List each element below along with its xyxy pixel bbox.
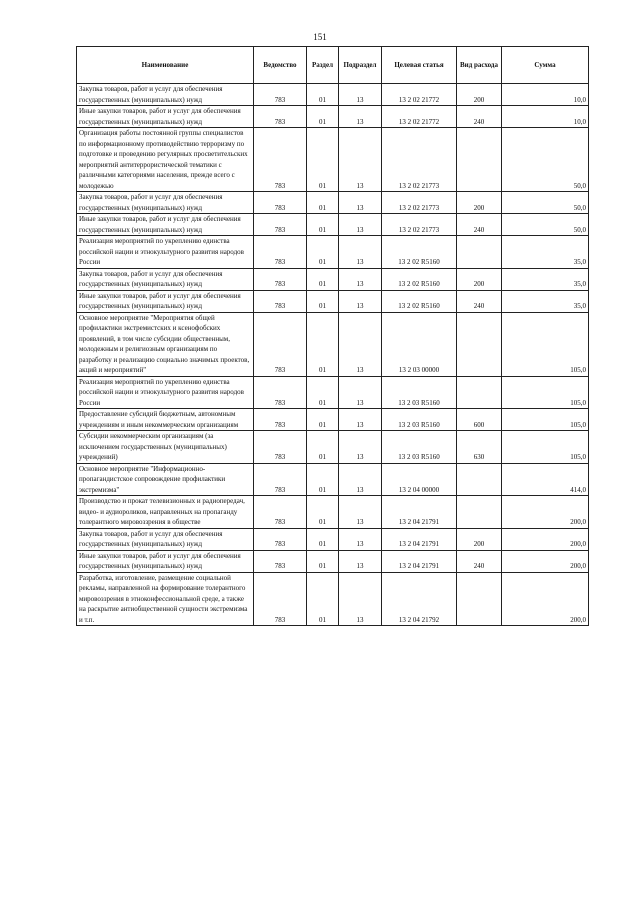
cell-subsection: 13 (339, 192, 382, 214)
col-header-section: Раздел (307, 47, 339, 84)
cell-target: 13 2 02 R5160 (382, 290, 457, 312)
cell-expense-type: 200 (457, 268, 502, 290)
cell-sum: 35,0 (502, 236, 589, 269)
cell-sum: 200,0 (502, 528, 589, 550)
cell-target: 13 2 02 21772 (382, 84, 457, 106)
cell-dept: 783 (254, 192, 307, 214)
cell-subsection: 13 (339, 528, 382, 550)
cell-section: 01 (307, 550, 339, 572)
cell-section: 01 (307, 214, 339, 236)
cell-expense-type (457, 376, 502, 409)
cell-section: 01 (307, 128, 339, 192)
cell-expense-type: 240 (457, 106, 502, 128)
cell-target: 13 2 02 21772 (382, 106, 457, 128)
cell-dept: 783 (254, 236, 307, 269)
col-header-dept: Ведомство (254, 47, 307, 84)
cell-expense-type: 630 (457, 431, 502, 464)
cell-name: Иные закупки товаров, работ и услуг для обеспечения государственных (муниципальных) нужд (77, 214, 254, 236)
cell-name: Разработка, изготовление, размещение социальной рекламы, направленной на формирование толерантного мировоззрения в этноконфессиональной среде, а также на раскрытие антиобщественной сущности экстремизма и т.п. (77, 572, 254, 626)
cell-dept: 783 (254, 528, 307, 550)
cell-expense-type (457, 128, 502, 192)
cell-target: 13 2 04 00000 (382, 463, 457, 496)
cell-sum: 35,0 (502, 268, 589, 290)
cell-expense-type: 200 (457, 84, 502, 106)
cell-expense-type: 240 (457, 290, 502, 312)
cell-subsection: 13 (339, 409, 382, 431)
cell-name: Закупка товаров, работ и услуг для обеспечения государственных (муниципальных) нужд (77, 192, 254, 214)
cell-subsection: 13 (339, 312, 382, 376)
table-row (77, 550, 589, 572)
cell-expense-type: 240 (457, 550, 502, 572)
table-row (77, 236, 589, 269)
table-row (77, 376, 589, 409)
col-header-name: Наименование (77, 47, 254, 84)
cell-name: Основное мероприятие "Мероприятия общей профилактики экстремистских и ксенофобских проявлений, в том числе субсидии общественным, молодежным и религиозным организациям по разработку и реализацию социально значимых проектов, акций и мероприятий" (77, 312, 254, 376)
cell-section: 01 (307, 84, 339, 106)
table-row (77, 214, 589, 236)
cell-subsection: 13 (339, 268, 382, 290)
table-row (77, 192, 589, 214)
cell-subsection: 13 (339, 572, 382, 626)
cell-target: 13 2 04 21791 (382, 528, 457, 550)
cell-name: Основное мероприятие "Информационно-пропагандистское сопровождение профилактики экстремизма" (77, 463, 254, 496)
cell-subsection: 13 (339, 236, 382, 269)
cell-target: 13 2 02 R5160 (382, 268, 457, 290)
budget-table (76, 46, 589, 626)
cell-section: 01 (307, 268, 339, 290)
table-row (77, 496, 589, 529)
cell-target: 13 2 03 R5160 (382, 376, 457, 409)
col-header-expense-type: Вид расхода (457, 47, 502, 84)
cell-subsection: 13 (339, 106, 382, 128)
cell-name: Закупка товаров, работ и услуг для обеспечения государственных (муниципальных) нужд (77, 268, 254, 290)
cell-dept: 783 (254, 214, 307, 236)
cell-dept: 783 (254, 572, 307, 626)
cell-subsection: 13 (339, 128, 382, 192)
cell-section: 01 (307, 236, 339, 269)
cell-target: 13 2 04 21791 (382, 550, 457, 572)
cell-section: 01 (307, 409, 339, 431)
cell-subsection: 13 (339, 84, 382, 106)
cell-expense-type (457, 496, 502, 529)
cell-expense-type (457, 312, 502, 376)
cell-sum: 200,0 (502, 496, 589, 529)
cell-target: 13 2 02 21773 (382, 214, 457, 236)
cell-dept: 783 (254, 550, 307, 572)
cell-dept: 783 (254, 463, 307, 496)
cell-section: 01 (307, 290, 339, 312)
table-row (77, 431, 589, 464)
cell-section: 01 (307, 528, 339, 550)
table-row (77, 572, 589, 626)
cell-dept: 783 (254, 376, 307, 409)
cell-expense-type (457, 236, 502, 269)
cell-sum: 105,0 (502, 312, 589, 376)
cell-sum: 105,0 (502, 431, 589, 464)
cell-subsection: 13 (339, 496, 382, 529)
table-row (77, 106, 589, 128)
col-header-subsection: Подраздел (339, 47, 382, 84)
cell-sum: 10,0 (502, 84, 589, 106)
table-row (77, 409, 589, 431)
cell-sum: 35,0 (502, 290, 589, 312)
cell-sum: 50,0 (502, 128, 589, 192)
cell-section: 01 (307, 463, 339, 496)
cell-sum: 414,0 (502, 463, 589, 496)
cell-name: Закупка товаров, работ и услуг для обеспечения государственных (муниципальных) нужд (77, 528, 254, 550)
cell-dept: 783 (254, 84, 307, 106)
cell-subsection: 13 (339, 290, 382, 312)
cell-dept: 783 (254, 431, 307, 464)
table-row (77, 268, 589, 290)
cell-target: 13 2 02 21773 (382, 192, 457, 214)
col-header-target: Целевая статья (382, 47, 457, 84)
cell-dept: 783 (254, 290, 307, 312)
cell-expense-type: 200 (457, 192, 502, 214)
cell-target: 13 2 04 21792 (382, 572, 457, 626)
table-row (77, 290, 589, 312)
cell-sum: 200,0 (502, 550, 589, 572)
cell-expense-type: 240 (457, 214, 502, 236)
cell-name: Организация работы постоянной группы специалистов по информационному противодействию терроризму по подготовке и проведению регулярных просветительских мероприятий антитеррористической тематики с различными категориями населения, прежде всего с молодежью (77, 128, 254, 192)
page-number: 151 (313, 32, 327, 42)
table-header-row (77, 47, 589, 84)
cell-name: Иные закупки товаров, работ и услуг для обеспечения государственных (муниципальных) нужд (77, 550, 254, 572)
cell-sum: 50,0 (502, 192, 589, 214)
cell-target: 13 2 02 21773 (382, 128, 457, 192)
table-row (77, 312, 589, 376)
cell-sum: 200,0 (502, 572, 589, 626)
table-row (77, 128, 589, 192)
cell-name: Производство и прокат телевизионных и радиопередач, видео- и аудиороликов, направленных на пропаганду толерантного мировоззрения в обществе (77, 496, 254, 529)
cell-sum: 105,0 (502, 409, 589, 431)
cell-name: Иные закупки товаров, работ и услуг для обеспечения государственных (муниципальных) нужд (77, 290, 254, 312)
cell-target: 13 2 04 21791 (382, 496, 457, 529)
cell-name: Реализация мероприятий по укреплению единства российской нации и этнокультурного развития народов России (77, 236, 254, 269)
cell-target: 13 2 02 R5160 (382, 236, 457, 269)
cell-section: 01 (307, 496, 339, 529)
cell-subsection: 13 (339, 214, 382, 236)
cell-dept: 783 (254, 409, 307, 431)
cell-expense-type (457, 463, 502, 496)
cell-dept: 783 (254, 496, 307, 529)
cell-section: 01 (307, 312, 339, 376)
table-row (77, 84, 589, 106)
cell-name: Закупка товаров, работ и услуг для обеспечения государственных (муниципальных) нужд (77, 84, 254, 106)
cell-target: 13 2 03 R5160 (382, 409, 457, 431)
cell-section: 01 (307, 192, 339, 214)
table-row (77, 463, 589, 496)
cell-sum: 10,0 (502, 106, 589, 128)
cell-target: 13 2 03 R5160 (382, 431, 457, 464)
col-header-sum: Сумма (502, 47, 589, 84)
table-row (77, 528, 589, 550)
cell-expense-type (457, 572, 502, 626)
cell-expense-type: 200 (457, 528, 502, 550)
cell-name: Иные закупки товаров, работ и услуг для обеспечения государственных (муниципальных) нужд (77, 106, 254, 128)
cell-subsection: 13 (339, 376, 382, 409)
cell-subsection: 13 (339, 550, 382, 572)
cell-sum: 105,0 (502, 376, 589, 409)
cell-sum: 50,0 (502, 214, 589, 236)
cell-section: 01 (307, 376, 339, 409)
cell-subsection: 13 (339, 463, 382, 496)
cell-section: 01 (307, 431, 339, 464)
cell-name: Субсидии некоммерческим организациям (за исключением государственных (муниципальных) учреждений) (77, 431, 254, 464)
cell-dept: 783 (254, 128, 307, 192)
cell-subsection: 13 (339, 431, 382, 464)
cell-section: 01 (307, 572, 339, 626)
cell-target: 13 2 03 00000 (382, 312, 457, 376)
cell-dept: 783 (254, 312, 307, 376)
cell-dept: 783 (254, 106, 307, 128)
cell-expense-type: 600 (457, 409, 502, 431)
cell-dept: 783 (254, 268, 307, 290)
cell-name: Предоставление субсидий бюджетным, автономным учреждениям и иным некоммерческим организациям (77, 409, 254, 431)
cell-name: Реализация мероприятий по укреплению единства российской нации и этнокультурного развития народов России (77, 376, 254, 409)
cell-section: 01 (307, 106, 339, 128)
